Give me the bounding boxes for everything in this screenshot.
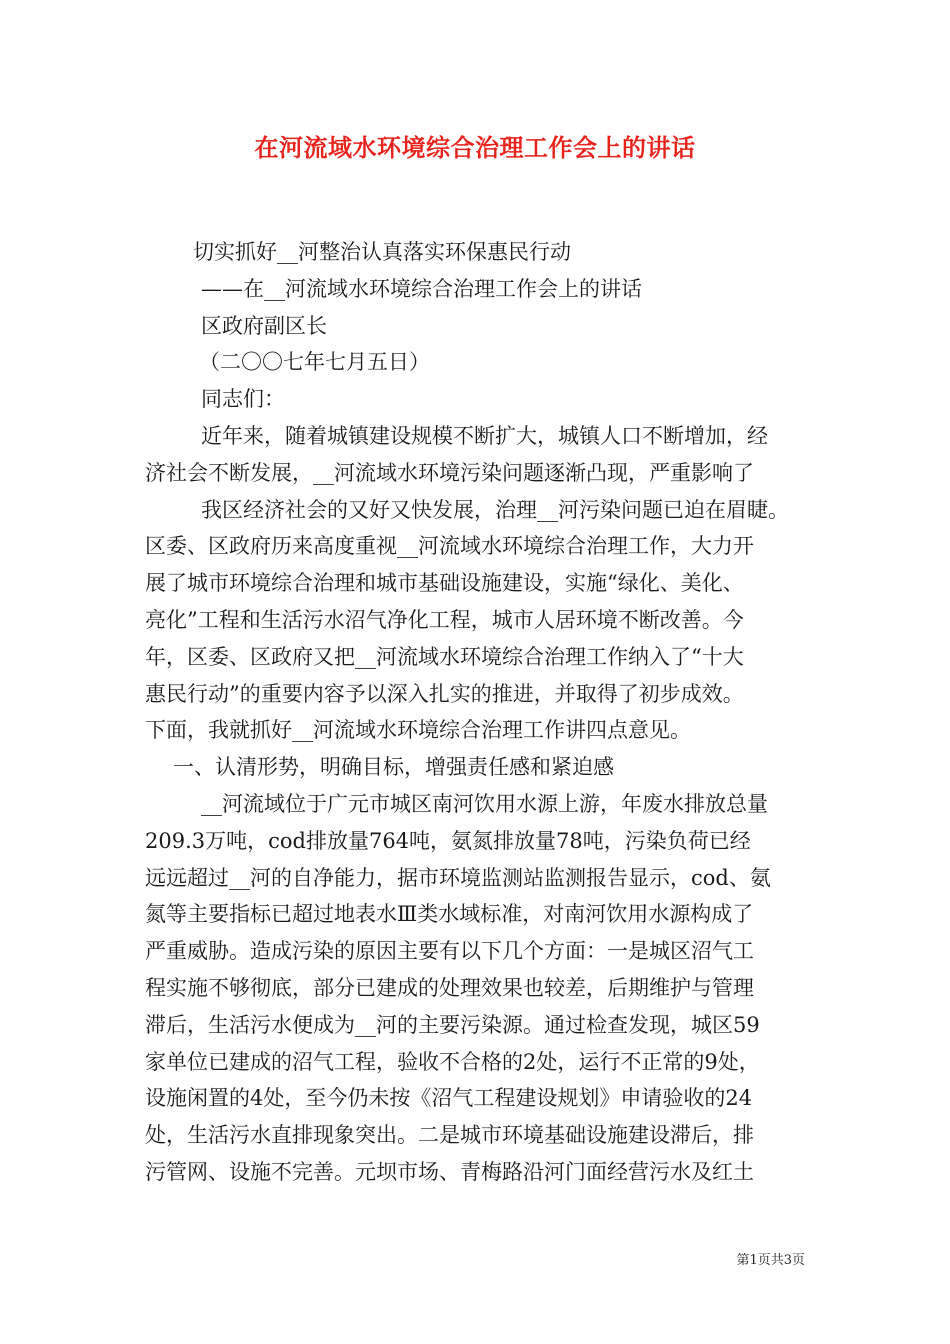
text-line: 区政府副区长	[201, 313, 327, 338]
text-line: （二〇〇七年七月五日）	[199, 350, 430, 375]
text-line: 家单位已建成的沼气工程，验收不合格的2处，运行不正常的9处，	[145, 1049, 760, 1074]
text-line: 设施闲置的4处，至今仍未按《沼气工程建设规划》申请验收的24	[145, 1086, 753, 1111]
text-line: 一、认清形势，明确目标，增强责任感和紧迫感	[173, 755, 614, 780]
text-line: 济社会不断发展，__河流域水环境污染问题逐渐凸现，严重影响了	[145, 460, 754, 485]
text-line: 同志们：	[201, 387, 285, 412]
document-title: 在河流域水环境综合治理工作会上的讲话	[254, 133, 696, 162]
text-line: 下面，我就抓好__河流域水环境综合治理工作讲四点意见。	[145, 718, 691, 743]
text-line: 处，生活污水直排现象突出。二是城市环境基础设施建设滞后，排	[145, 1123, 754, 1148]
text-line: 程实施不够彻底，部分已建成的处理效果也较差，后期维护与管理	[145, 975, 754, 1000]
text-line: 亮化”工程和生活污水沼气净化工程，城市人居环境不断改善。今	[145, 607, 744, 632]
text-line: 惠民行动”的重要内容予以深入扎实的推进，并取得了初步成效。	[145, 681, 744, 706]
text-line: 我区经济社会的又好又快发展，治理__河污染问题已迫在眉睫。	[201, 497, 789, 522]
text-line: ——在__河流域水环境综合治理工作会上的讲话	[201, 276, 642, 301]
document-body	[145, 234, 815, 1191]
text-line: 切实抓好__河整治认真落实环保惠民行动	[193, 240, 571, 264]
text-line: 污管网、设施不完善。元坝市场、青梅路沿河门面经营污水及红土	[145, 1159, 754, 1184]
text-line: 年，区委、区政府又把__河流域水环境综合治理工作纳入了“十大	[145, 644, 744, 669]
text-line: 严重威胁。造成污染的原因主要有以下几个方面：一是城区沼气工	[145, 939, 754, 964]
text-line: 209.3万吨，cod排放量764吨，氨氮排放量78吨，污染负荷已经	[145, 828, 751, 853]
text-line: __河流域位于广元市城区南河饮用水源上游，年废水排放总量	[201, 791, 768, 816]
text-line: 区委、区政府历来高度重视__河流域水环境综合治理工作，大力开	[145, 534, 754, 559]
page-number: 第1页共3页	[736, 1253, 805, 1268]
text-line: 近年来，随着城镇建设规模不断扩大，城镇人口不断增加，经	[201, 423, 768, 448]
text-line: 滞后，生活污水便成为__河的主要污染源。通过检查发现，城区59	[145, 1012, 760, 1037]
text-line: 展了城市环境综合治理和城市基础设施建设，实施“绿化、美化、	[145, 571, 744, 596]
text-line: 氮等主要指标已超过地表水Ⅲ类水域标准，对南河饮用水源构成了	[145, 902, 754, 927]
text-line: 远远超过__河的自净能力，据市环境监测站监测报告显示，cod、氨	[145, 865, 771, 890]
